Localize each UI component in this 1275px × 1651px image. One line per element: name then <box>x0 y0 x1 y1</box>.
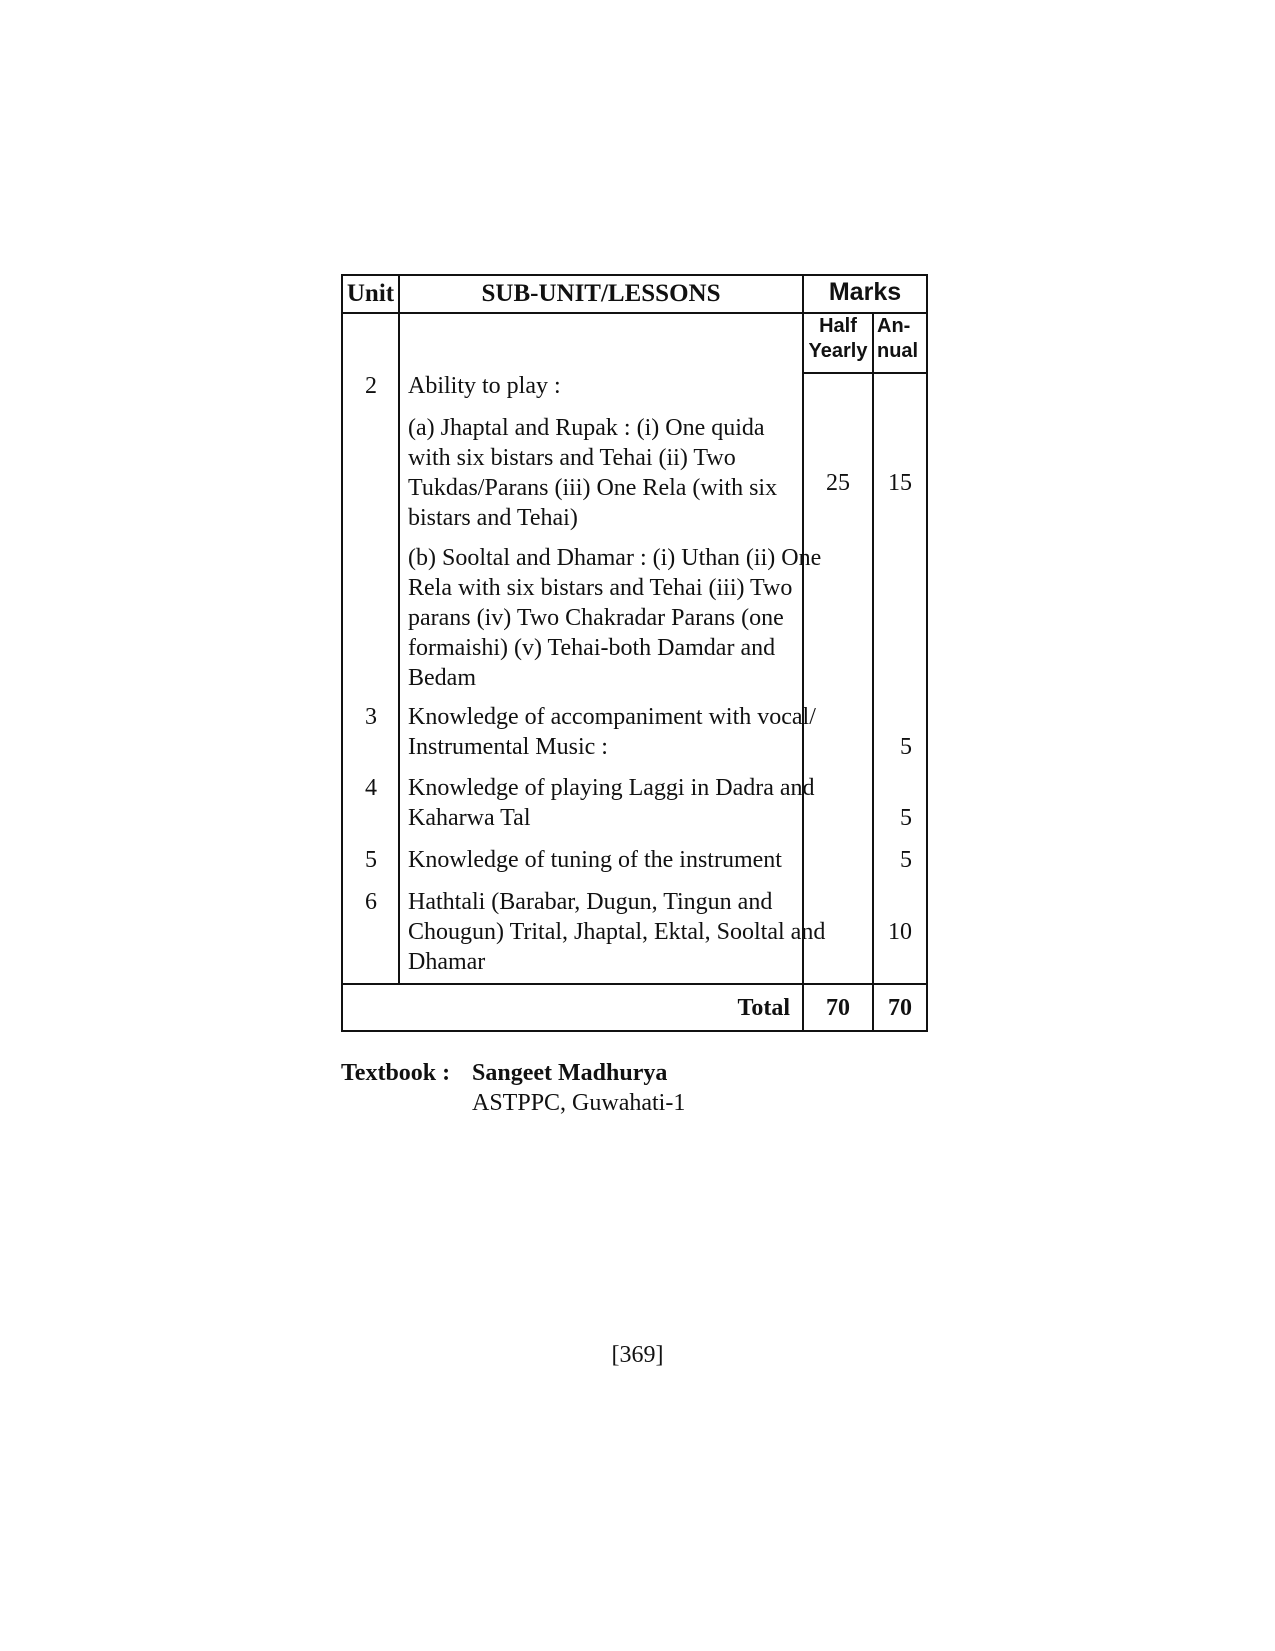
page-number: [369] <box>611 1342 664 1368</box>
marks-header: Marks <box>828 278 902 306</box>
table-row-annual: 10 <box>888 919 912 945</box>
table-row-unit: 4 <box>365 775 377 801</box>
table-row-lesson: Ability to play : <box>408 373 561 399</box>
table-row-lesson: (a) Jhaptal and Rupak : (i) One quida with six bistars and Tehai (ii) Two Tukdas/Parans (iii) One Rela (with six bistars and Tehai) <box>408 415 778 531</box>
total-label: Total <box>737 995 790 1021</box>
table-row-unit: 5 <box>365 847 377 873</box>
textbook-title: Sangeet Madhurya <box>472 1060 668 1086</box>
table-row-annual: 5 <box>900 847 912 873</box>
table-row-unit: 3 <box>365 704 377 730</box>
table-row-lesson: Knowledge of playing Laggi in Dadra and Kaharwa Tal <box>408 775 815 831</box>
textbook-publisher: ASTPPC, Guwahati-1 <box>472 1090 686 1116</box>
lessons-header: SUB-UNIT/LESSONS <box>481 280 721 307</box>
table-row-lesson: Knowledge of tuning of the instrument <box>408 847 782 873</box>
table-row-lesson: (b) Sooltal and Dhamar : (i) Uthan (ii) One Rela with six bistars and Tehai (iii) Two parans (iv) Two Chakradar Parans (one formaishi) (v) Tehai-both Damdar and Bedam <box>408 545 822 691</box>
table-row-annual: 5 <box>900 805 912 831</box>
table-row-annual: 15 <box>888 470 912 496</box>
half-yearly-header-line1: Half <box>819 315 857 337</box>
marks-subheader-divider <box>802 372 926 374</box>
table-row-half-yearly: 25 <box>826 470 850 496</box>
table-row-lesson: Hathtali (Barabar, Dugun, Tingun and Chougun) Trital, Jhaptal, Ektal, Sooltal and Dhamar <box>408 889 826 975</box>
syllabus-table <box>341 274 928 1032</box>
table-row-unit: 6 <box>365 889 377 915</box>
unit-header: Unit <box>346 280 395 307</box>
table-row-unit: 2 <box>365 373 377 399</box>
annual-header-line2: nual <box>877 340 919 362</box>
total-half-yearly: 70 <box>826 995 850 1021</box>
total-row-divider <box>343 983 926 985</box>
annual-header-line1: An- <box>877 315 911 337</box>
half-yearly-header-line2: Yearly <box>808 340 868 362</box>
total-annual: 70 <box>888 995 912 1021</box>
table-row-lesson: Knowledge of accompaniment with vocal/ Instrumental Music : <box>408 704 816 760</box>
unit-column-divider <box>398 276 400 983</box>
textbook-label: Textbook : <box>341 1060 451 1086</box>
table-row-annual: 5 <box>900 734 912 760</box>
